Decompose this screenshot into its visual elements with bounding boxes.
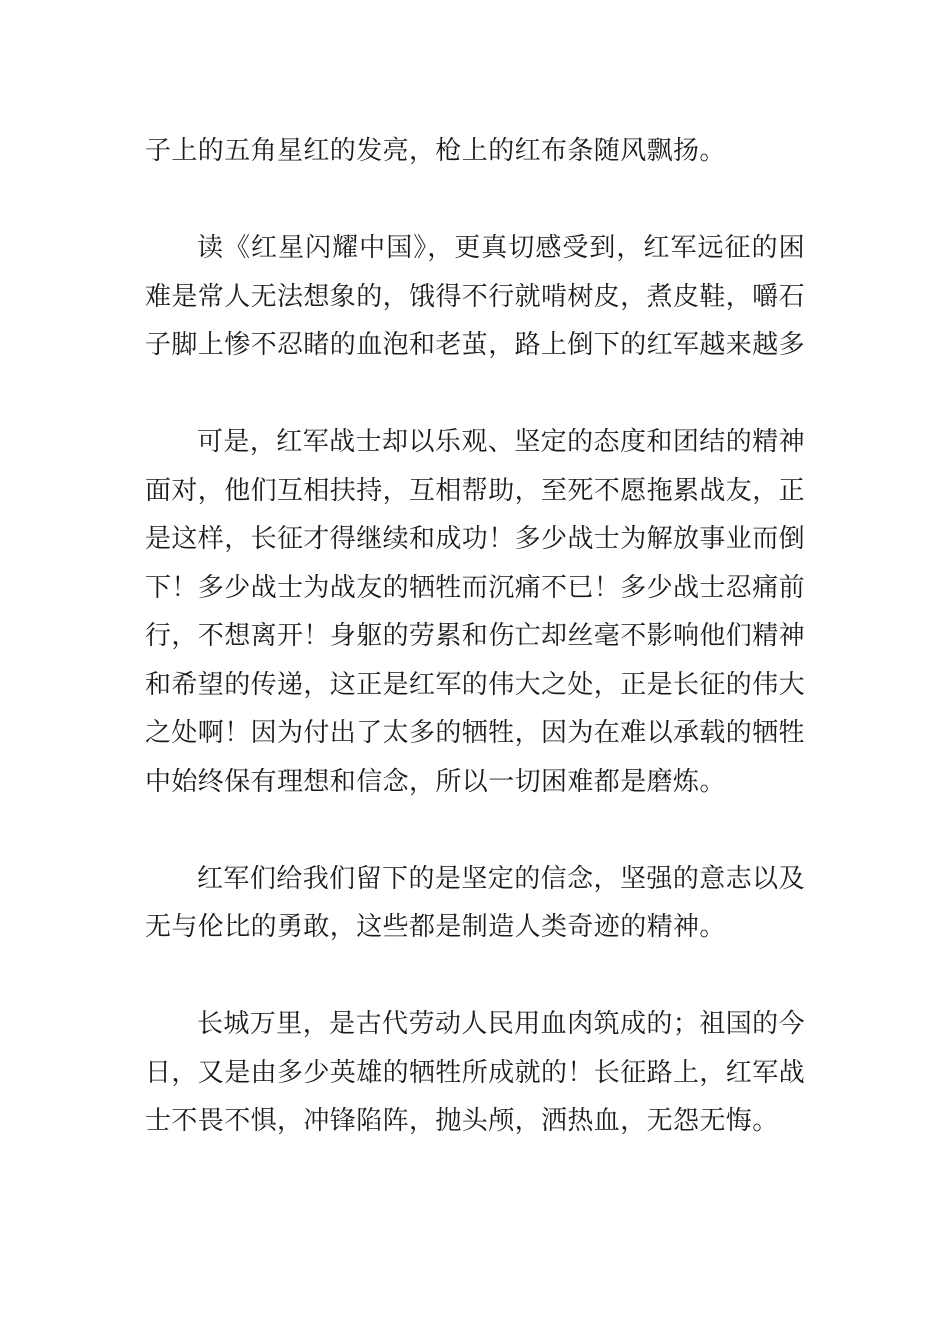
paragraph-gap <box>145 806 805 855</box>
paragraph-gap <box>145 176 805 225</box>
text-column <box>145 127 805 1146</box>
paragraph-gap <box>145 370 805 419</box>
paragraph-1: 子上的五角星红的发亮，枪上的红布条随风飘扬。 <box>145 136 726 166</box>
paragraph-2: 读《红星闪耀中国》，更真切感受到，红军远征的困难是常人无法想象的，饿得不行就啃树皮，煮皮鞋，嚼石子脚上惨不忍睹的血泡和老茧，路上倒下的红军越来越多 <box>145 233 806 360</box>
paragraph-5: 长城万里，是古代劳动人民用血肉筑成的；祖国的今日，又是由多少英雄的牺牲所成就的！长征路上，红军战士不畏不惧，冲锋陷阵，抛头颅，洒热血，无怨无悔。 <box>145 1009 806 1136</box>
paragraph-4: 红军们给我们留下的是坚定的信念，坚强的意志以及无与伦比的勇敢，这些都是制造人类奇迹的精神。 <box>145 863 805 942</box>
paragraph-gap <box>145 952 805 1001</box>
paragraph-3: 可是，红军战士却以乐观、坚定的态度和团结的精神面对，他们互相扶持，互相帮助，至死不愿拖累战友，正是这样，长征才得继续和成功！多少战士为解放事业而倒下！多少战士为战友的牺牲而沉痛不已！多少战士忍痛前行，不想离开！身躯的劳累和伤亡却丝毫不影响他们精神和希望的传递，这正是红军的伟大之处，正是长征的伟大之处啊！因为付出了太多的牺牲，因为在难以承载的牺牲中始终保有理想和信念，所以一切困难都是磨炼。 <box>145 427 806 797</box>
